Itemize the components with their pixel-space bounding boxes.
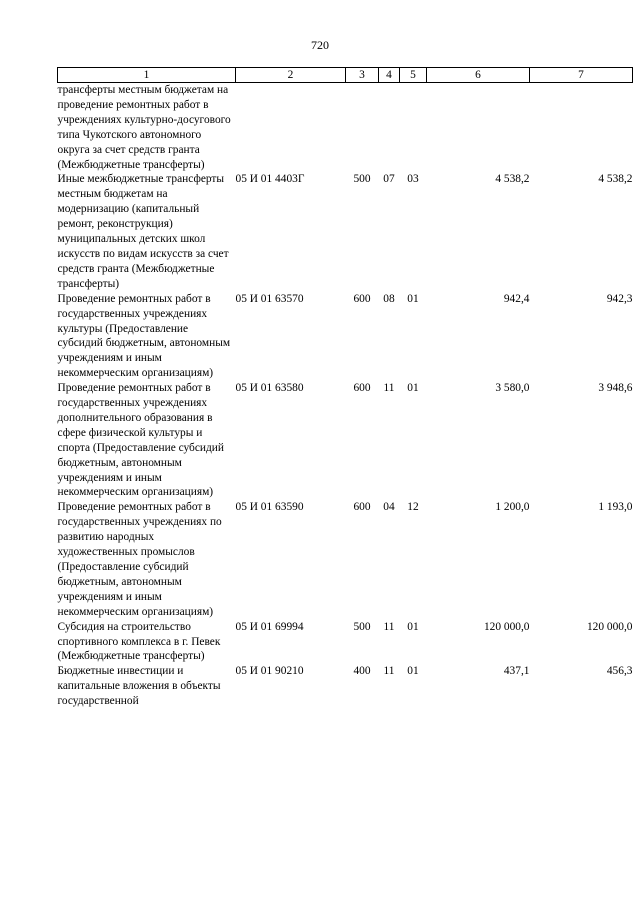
row-code: 05 И 01 69994 [235, 620, 304, 633]
table-row [58, 500, 633, 619]
row-name: Бюджетные инвестиции и капитальные вложения в объекты государственной [57, 665, 221, 708]
row-amount-6: 3 580,0 [495, 382, 530, 395]
row-code: 05 И 01 63570 [235, 292, 304, 305]
row-amount-7: 942,3 [606, 292, 633, 305]
row-name: Иные межбюджетные трансферты местным бюджетам на модернизацию (капитальный ремонт, реконструкция) муниципальных детских школ искусств по видам искусств за счет средств гранта (Межбюджетные трансферты) [57, 173, 229, 290]
row-code [236, 83, 346, 173]
row-col-4: 11 [383, 620, 395, 633]
row-amount-6: 120 000,0 [483, 620, 530, 633]
header-col-2: 2 [236, 68, 346, 83]
header-col-6: 6 [427, 68, 530, 83]
table-row [58, 664, 633, 709]
table-row [58, 381, 633, 500]
row-amount-7: 120 000,0 [586, 620, 633, 633]
header-col-5: 5 [400, 68, 427, 83]
row-amount-6: 437,1 [503, 665, 530, 678]
budget-table [57, 67, 633, 709]
row-col-3: 400 [353, 665, 371, 678]
row-col-5: 01 [407, 382, 419, 395]
row-col-4: 08 [383, 292, 395, 305]
row-col-5: 01 [407, 665, 419, 678]
row-col-3 [346, 83, 379, 173]
table-row [58, 292, 633, 381]
row-name: трансферты местным бюджетам на проведение ремонтных работ в учреждениях культурно-досугового типа Чукотского автономного округа за счет средств гранта (Межбюджетные трансферты) [57, 84, 231, 171]
row-amount-7: 4 538,2 [598, 173, 633, 186]
row-name: Субсидия на строительство спортивного комплекса в г. Певек (Межбюджетные трансферты) [57, 620, 221, 663]
table-row [58, 620, 633, 665]
row-col-5: 03 [407, 173, 419, 186]
page-number: 720 [311, 38, 329, 52]
row-amount-6 [427, 83, 530, 173]
header-col-7: 7 [530, 68, 633, 83]
row-name: Проведение ремонтных работ в государственных учреждениях культуры (Предоставление субсидий бюджетным, автономным учреждениям и иным некоммерческим организациям) [57, 292, 231, 380]
row-col-3: 600 [353, 292, 371, 305]
row-amount-7: 1 193,0 [598, 501, 633, 514]
row-col-3: 500 [353, 620, 371, 633]
row-code: 05 И 01 90210 [235, 665, 304, 678]
row-col-3: 600 [353, 501, 371, 514]
row-amount-6: 1 200,0 [495, 501, 530, 514]
row-col-4 [379, 83, 400, 173]
row-col-5 [400, 83, 427, 173]
row-col-3: 600 [353, 382, 371, 395]
header-col-4: 4 [379, 68, 400, 83]
row-amount-7: 456,3 [606, 665, 633, 678]
row-name: Проведение ремонтных работ в государственных учреждениях дополнительного образования в сфере физической культуры и спорта (Предоставление субсидий бюджетным, автономным учреждениям и иным некоммерческим организациям) [57, 382, 224, 499]
row-col-4: 11 [383, 665, 395, 678]
row-col-5: 12 [407, 501, 419, 514]
header-col-3: 3 [346, 68, 379, 83]
table-row [58, 83, 633, 173]
row-amount-6: 4 538,2 [495, 173, 530, 186]
row-amount-7: 3 948,6 [598, 382, 633, 395]
row-code: 05 И 01 63590 [235, 501, 304, 514]
row-col-5: 01 [407, 620, 419, 633]
row-code: 05 И 01 4403Г [235, 173, 305, 186]
header-col-1: 1 [58, 68, 236, 83]
row-col-4: 07 [383, 173, 395, 186]
row-amount-6: 942,4 [503, 292, 530, 305]
row-code: 05 И 01 63580 [235, 382, 304, 395]
row-col-4: 11 [383, 382, 395, 395]
column-number-header [58, 68, 633, 83]
row-col-3: 500 [353, 173, 371, 186]
row-col-4: 04 [383, 501, 395, 514]
row-name: Проведение ремонтных работ в государственных учреждениях по развитию народных художественных промыслов (Предоставление субсидий бюджетным, автономным учреждениям и иным некоммерческим организациям) [57, 501, 222, 618]
table-row [58, 172, 633, 291]
row-col-5: 01 [407, 292, 419, 305]
row-amount-7 [530, 83, 633, 173]
